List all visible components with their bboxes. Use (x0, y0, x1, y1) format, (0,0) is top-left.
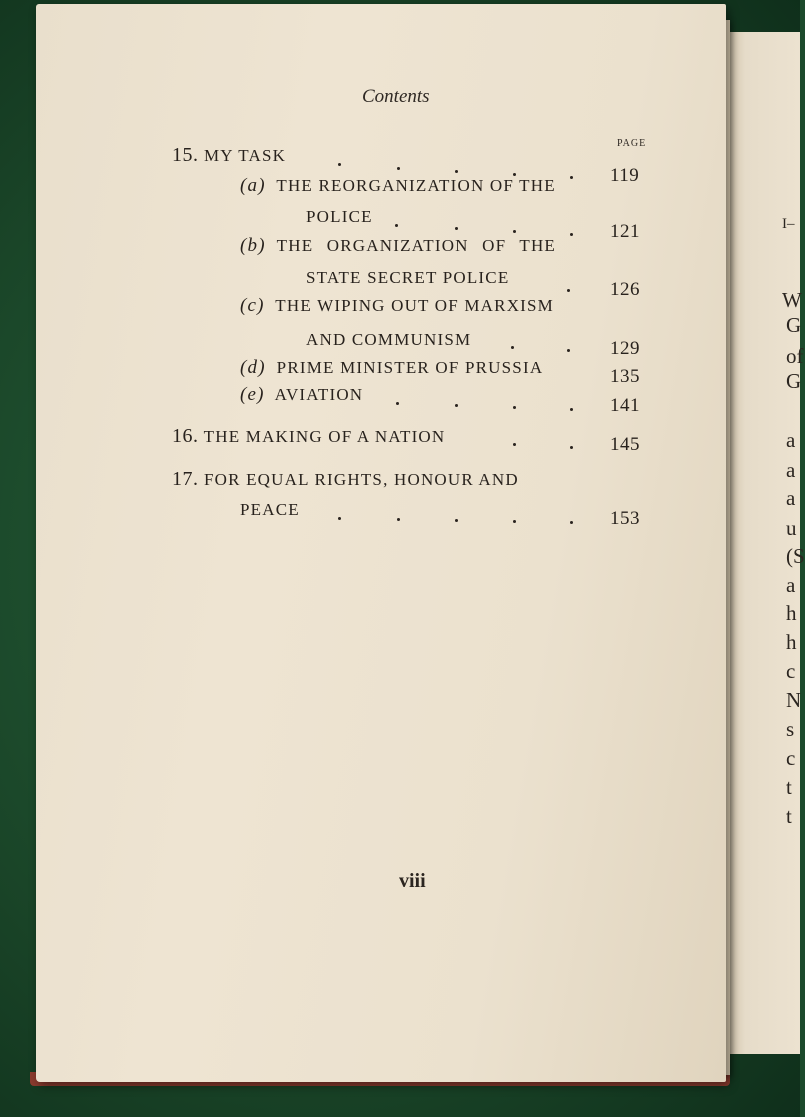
facing-text-fragment: G (786, 313, 802, 337)
facing-text-fragment: a (786, 486, 796, 510)
leader-dot (397, 167, 400, 170)
leader-dot (567, 349, 570, 352)
facing-text-fragment: a (786, 428, 796, 452)
toc-subentry-b (240, 235, 556, 257)
page-number: 145 (610, 434, 640, 455)
facing-text-fragment: h (786, 630, 797, 654)
leader-dot (513, 406, 516, 409)
toc-entry-16 (172, 425, 445, 448)
leader-dot (455, 404, 458, 407)
leader-dot (567, 289, 570, 292)
entry-title: MY TASK (203, 146, 287, 165)
facing-text-fragment: a (786, 573, 796, 597)
toc-subentry-a-cont (306, 207, 373, 227)
facing-text-fragment: h (786, 601, 797, 625)
entry-title: AVIATION (274, 385, 364, 404)
toc-entry-17-cont (240, 500, 300, 520)
facing-text-fragment: u (786, 516, 797, 540)
leader-dot (396, 402, 399, 405)
toc-entry-15 (172, 144, 286, 167)
leader-dot (570, 233, 573, 236)
entry-title-line-1: THE REORGANIZATION OF THE (276, 176, 556, 195)
entry-title: PRIME MINISTER OF PRUSSIA (276, 358, 544, 377)
toc-subentry-d (240, 357, 543, 379)
entry-title-line-2: AND COMMUNISM (306, 330, 472, 349)
leader-dot (570, 521, 573, 524)
facing-text-fragment: (S (786, 544, 805, 568)
page-number: 119 (610, 165, 640, 186)
facing-text-fragment: W (782, 288, 802, 312)
entry-title-line-2: PEACE (240, 500, 300, 519)
entry-title: THE MAKING OF A NATION (203, 427, 446, 446)
leader-dot (338, 163, 341, 166)
leader-dot (570, 176, 573, 179)
facing-text-fragment: G (786, 369, 802, 393)
chapter-number: 17. (172, 468, 199, 490)
subentry-letter: (c) (240, 295, 265, 316)
toc-entry-17 (172, 468, 519, 491)
subentry-letter: (b) (240, 235, 266, 256)
page-number: 153 (610, 508, 640, 529)
page-number: 141 (610, 395, 640, 416)
chapter-number: 15. (172, 144, 199, 166)
toc-subentry-b-cont (306, 268, 509, 288)
leader-dot (570, 408, 573, 411)
leader-dot (455, 519, 458, 522)
entry-title-line-2: POLICE (306, 207, 373, 226)
facing-text-fragment: t (786, 804, 792, 828)
leader-dot (338, 517, 341, 520)
toc-subentry-c (240, 295, 554, 317)
facing-text-fragment: s (786, 717, 795, 741)
folio-page-number: viii (399, 870, 426, 892)
subentry-letter: (a) (240, 175, 266, 196)
facing-text-fragment: c (786, 746, 796, 770)
facing-text-fragment: I– (782, 216, 795, 232)
leader-dot (513, 230, 516, 233)
page-number: 126 (610, 279, 640, 300)
chapter-number: 16. (172, 425, 199, 447)
facing-text-fragment: N (786, 688, 802, 712)
facing-page (722, 32, 805, 1054)
leader-dot (455, 227, 458, 230)
entry-title-line-1: THE WIPING OUT OF MARXISM (275, 296, 554, 315)
page-number: 121 (610, 221, 640, 242)
page-number: 135 (610, 366, 640, 387)
leader-dot (570, 446, 573, 449)
page-header: Contents (362, 86, 430, 107)
leader-dot (455, 170, 458, 173)
page-column-label: PAGE (617, 138, 647, 149)
leader-dot (513, 520, 516, 523)
subentry-letter: (d) (240, 357, 266, 378)
entry-title-line-1: THE ORGANIZATION OF THE (276, 236, 557, 255)
toc-subentry-a (240, 175, 556, 197)
leader-dot (395, 224, 398, 227)
toc-subentry-e (240, 384, 363, 406)
leader-dot (511, 346, 514, 349)
entry-title-line-1: FOR EQUAL RIGHTS, HONOUR AND (203, 470, 519, 489)
facing-text-fragment: t (786, 775, 792, 799)
facing-text-fragment: of (786, 344, 804, 368)
entry-title-line-2: STATE SECRET POLICE (306, 268, 510, 287)
subentry-letter: (e) (240, 384, 265, 405)
leader-dot (513, 443, 516, 446)
page-number: 129 (610, 338, 640, 359)
toc-subentry-c-cont (306, 330, 471, 350)
facing-text-fragment: c (786, 659, 796, 683)
leader-dot (397, 518, 400, 521)
facing-text-fragment: a (786, 458, 796, 482)
